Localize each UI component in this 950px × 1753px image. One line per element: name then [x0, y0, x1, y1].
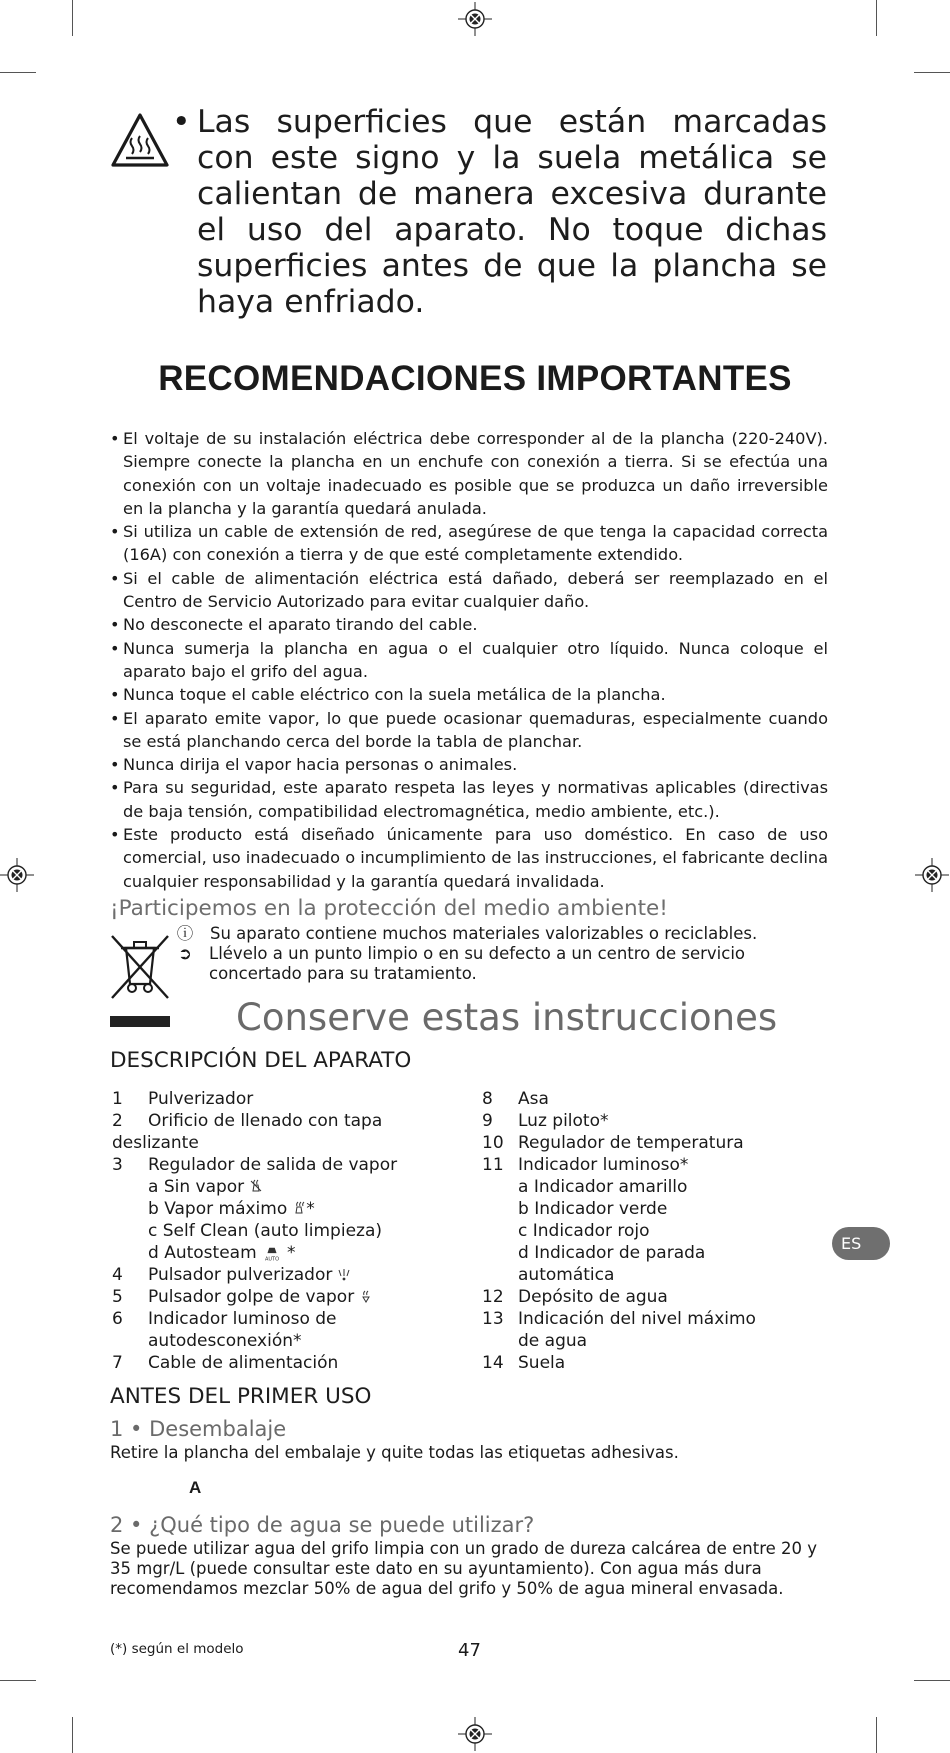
item-label: Pulsador pulverizador — [148, 1265, 333, 1285]
item-text — [148, 1308, 337, 1330]
crop-mark — [72, 1717, 73, 1753]
no-steam-icon — [249, 1177, 263, 1191]
item-label: c Indicador rojo — [518, 1221, 650, 1241]
footnote: (*) según el modelo — [110, 1641, 244, 1657]
step2-text: Se puede utilizar agua del grifo limpia con un grado de dureza calcárea de entre 20 y 35 mgr/L (puede consultar este dato en su ayuntamiento). Con agua más dura recomendamos mezclar 50% de agua del grifo y 50% de agua mineral envasada. — [110, 1539, 818, 1598]
description-item — [482, 1198, 812, 1220]
description-item — [112, 1308, 442, 1330]
item-label: a Indicador amarillo — [518, 1177, 688, 1197]
item-number: 7 — [112, 1353, 123, 1373]
item-text — [148, 1352, 338, 1374]
description-item — [482, 1110, 812, 1132]
description-item — [112, 1264, 442, 1286]
registration-mark-left — [0, 858, 34, 892]
environment-arrow-row — [176, 944, 796, 984]
description-item — [112, 1198, 442, 1220]
item-text — [148, 1330, 302, 1352]
list-item: • Nunca toque el cable eléctrico con la suela metálica de la plancha. — [110, 683, 828, 706]
item-number: 12 — [482, 1287, 504, 1307]
item-text — [518, 1154, 688, 1176]
item-label: Indicación del nivel máximo — [518, 1309, 756, 1329]
description-item — [482, 1242, 812, 1264]
item-label: b Vapor máximo — [148, 1199, 288, 1219]
description-item — [482, 1220, 812, 1242]
recommendations-list — [110, 427, 828, 893]
description-list-right — [482, 1088, 812, 1374]
step1-title: 1 • Desembalaje — [110, 1417, 287, 1441]
item-suffix: * — [281, 1243, 296, 1263]
decorative-bar — [110, 1016, 170, 1027]
item-number: 11 — [482, 1155, 504, 1175]
description-item — [112, 1352, 442, 1374]
item-label: Orificio de llenado con tapa — [148, 1111, 383, 1131]
item-label: Pulverizador — [148, 1089, 254, 1109]
item-label: Asa — [518, 1089, 549, 1109]
info-icon: ⓘ — [176, 924, 194, 943]
registration-mark-right — [915, 858, 949, 892]
item-text — [148, 1220, 382, 1242]
step1-text: Retire la plancha del embalaje y quite todas las etiquetas adhesivas. — [110, 1443, 679, 1462]
item-number: 2 — [112, 1111, 123, 1131]
item-label: Regulador de temperatura — [518, 1133, 744, 1153]
description-item — [112, 1110, 442, 1132]
crop-mark — [914, 1680, 950, 1681]
language-badge: ES — [832, 1227, 890, 1260]
item-text — [518, 1352, 565, 1374]
max-steam-icon — [292, 1199, 306, 1213]
item-text — [148, 1110, 382, 1132]
item-number: 6 — [112, 1309, 123, 1329]
item-text — [148, 1176, 263, 1198]
list-item: • Nunca sumerja la plancha en agua o el cualquier otro líquido. Nunca coloque el aparato bajo el grifo del agua. — [110, 637, 828, 684]
step2-title: 2 • ¿Qué tipo de agua se puede utilizar? — [110, 1513, 535, 1537]
description-item — [112, 1242, 442, 1264]
item-label: de agua — [518, 1331, 588, 1351]
item-label: automática — [518, 1265, 615, 1285]
registration-mark-bottom — [458, 1717, 492, 1751]
list-item: • Si el cable de alimentación eléctrica está dañado, deberá ser reemplazado en el Centro de Servicio Autorizado para evitar cualquier daño. — [110, 567, 828, 614]
environment-info-row — [176, 924, 757, 944]
item-text — [518, 1220, 650, 1242]
crop-mark — [0, 1680, 36, 1681]
item-label: a Sin vapor — [148, 1177, 245, 1197]
description-item — [482, 1330, 812, 1352]
item-text — [148, 1154, 397, 1176]
page-number: 47 — [458, 1640, 481, 1661]
item-label: Indicador luminoso de — [148, 1309, 337, 1329]
item-label: Depósito de agua — [518, 1287, 668, 1307]
description-item — [112, 1286, 442, 1308]
item-text — [518, 1308, 756, 1330]
description-item — [482, 1088, 812, 1110]
conserve-heading: Conserve estas instrucciones — [236, 996, 778, 1039]
list-item: • Este producto está diseñado únicamente para uso doméstico. En caso de uso comercial, uso inadecuado o incumplimiento de las instrucciones, el fabricante declina cualquier responsabilidad y la garantía quedará invalidada. — [110, 823, 828, 893]
item-label: Suela — [518, 1353, 566, 1373]
item-label: Regulador de salida de vapor — [148, 1155, 398, 1175]
before-first-use-title: ANTES DEL PRIMER USO — [110, 1384, 372, 1409]
description-item — [482, 1352, 812, 1374]
list-item: • El voltaje de su instalación eléctrica debe corresponder al de la plancha (220-240V). Siempre conecte la plancha en un enchufe con conexión a tierra. Si se efectúa una conexión con un voltaje inadecuado es posible que se produzca un daño irreversible en la plancha y la garantía quedará anulada. — [110, 427, 828, 520]
description-item — [112, 1330, 442, 1352]
item-label: b Indicador verde — [518, 1199, 668, 1219]
item-text — [518, 1286, 668, 1308]
item-text — [518, 1176, 687, 1198]
hot-surface-warning-icon — [110, 112, 170, 168]
crop-mark — [876, 1717, 877, 1753]
item-number: 13 — [482, 1309, 504, 1329]
description-item — [112, 1176, 442, 1198]
crop-mark — [0, 72, 36, 73]
environment-title: ¡Participemos en la protección del medio ambiente! — [110, 896, 668, 921]
crossed-out-bin-icon — [108, 932, 172, 1000]
item-number: 5 — [112, 1287, 123, 1307]
description-list-left — [112, 1088, 442, 1374]
arrow-icon: ➲ — [178, 944, 192, 963]
list-item: • Para su seguridad, este aparato respeta las leyes y normativas aplicables (directivas de baja tensión, compatibilidad electromagnética, medio ambiente, etc.). — [110, 776, 828, 823]
item-text — [518, 1132, 744, 1154]
item-text — [112, 1132, 199, 1154]
item-text — [148, 1242, 296, 1264]
description-title: DESCRIPCIÓN DEL APARATO — [110, 1048, 412, 1073]
item-number: 10 — [482, 1133, 504, 1153]
description-item — [482, 1264, 812, 1286]
item-label: c Self Clean (auto limpieza) — [148, 1221, 383, 1241]
item-label: Cable de alimentación — [148, 1353, 339, 1373]
item-number: 9 — [482, 1111, 493, 1131]
autosteam-icon — [262, 1245, 282, 1262]
item-label: Indicador luminoso* — [518, 1155, 689, 1175]
item-label: deslizante — [112, 1133, 199, 1153]
item-number: 1 — [112, 1089, 123, 1109]
list-item: • Si utiliza un cable de extensión de red, asegúrese de que tenga la capacidad correcta (16A) con conexión a tierra y de que esté completamente extendido. — [110, 520, 828, 567]
list-item: • Nunca dirija el vapor hacia personas o animales. — [110, 753, 828, 776]
figure-label: A — [189, 1478, 202, 1497]
description-item — [482, 1132, 812, 1154]
item-text — [148, 1286, 373, 1308]
item-number: 14 — [482, 1353, 504, 1373]
section-title-recommendations: RECOMENDACIONES IMPORTANTES — [158, 359, 792, 398]
item-number: 4 — [112, 1265, 123, 1285]
crop-mark — [876, 0, 877, 36]
item-text — [148, 1198, 315, 1220]
item-text — [518, 1110, 608, 1132]
warning-bullet: • — [172, 104, 191, 140]
description-item — [112, 1154, 442, 1176]
description-item — [112, 1088, 442, 1110]
spray-icon — [337, 1265, 351, 1279]
description-item — [112, 1132, 442, 1154]
steam-shot-icon — [359, 1287, 373, 1301]
item-text — [148, 1264, 351, 1286]
svg-text:AUTO: AUTO — [264, 1256, 279, 1261]
item-text — [518, 1264, 614, 1286]
description-item — [482, 1176, 812, 1198]
warning-text: Las superficies que están marcadas con este signo y la suela metálica se calientan de manera excesiva durante el uso del aparato. No toque dichas superficies antes de que la plancha se haya enfriado. — [197, 104, 827, 320]
item-label: Pulsador golpe de vapor — [148, 1287, 355, 1307]
description-item — [482, 1286, 812, 1308]
item-number: 8 — [482, 1089, 493, 1109]
description-item — [482, 1154, 812, 1176]
item-suffix: * — [306, 1199, 315, 1219]
description-item — [112, 1220, 442, 1242]
description-item — [482, 1308, 812, 1330]
item-label: autodesconexión* — [148, 1331, 302, 1351]
list-item: • No desconecte el aparato tirando del cable. — [110, 613, 828, 636]
item-text — [518, 1330, 587, 1352]
item-text — [518, 1088, 549, 1110]
environment-info-text: Su aparato contiene muchos materiales valorizables o reciclables. — [210, 924, 758, 943]
list-item: • El aparato emite vapor, lo que puede ocasionar quemaduras, especialmente cuando se está planchando cerca del borde la tabla de planchar. — [110, 707, 828, 754]
item-text — [148, 1088, 253, 1110]
item-label: d Autosteam — [148, 1243, 257, 1263]
environment-arrow-text: Llévelo a un punto limpio o en su defecto a un centro de servicio concertado para su tratamiento. — [209, 944, 746, 983]
crop-mark — [914, 72, 950, 73]
item-text — [518, 1242, 705, 1264]
item-text — [518, 1198, 667, 1220]
item-label: d Indicador de parada — [518, 1243, 706, 1263]
registration-mark-top — [458, 2, 492, 36]
item-label: Luz piloto* — [518, 1111, 609, 1131]
crop-mark — [72, 0, 73, 36]
item-number: 3 — [112, 1155, 123, 1175]
